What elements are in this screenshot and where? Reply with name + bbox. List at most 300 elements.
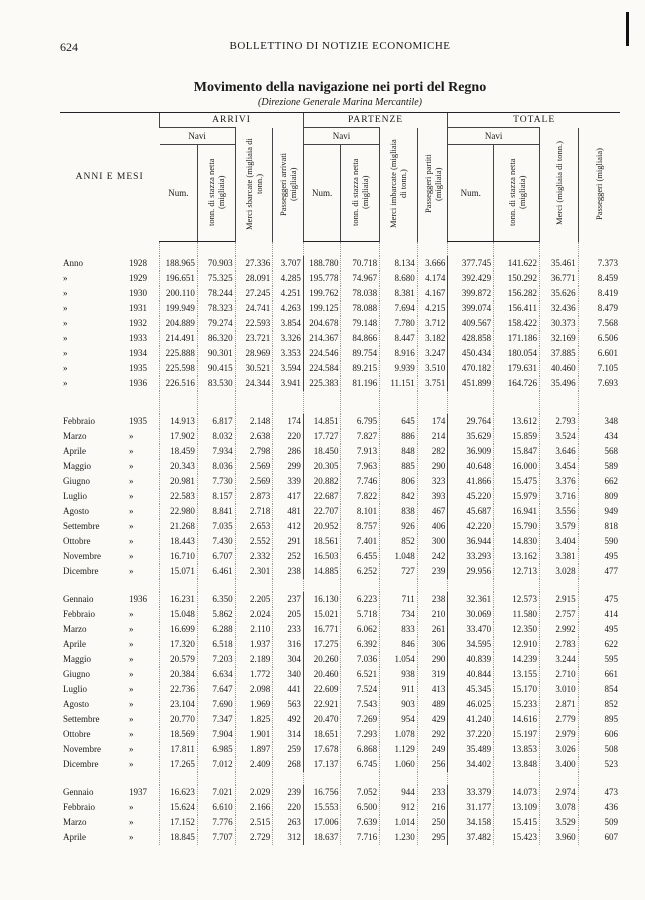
table-cell: 35.629 (448, 429, 494, 444)
table-cell: 20.384 (160, 667, 198, 682)
table-cell: 414 (578, 607, 620, 622)
table-cell: 2.873 (235, 489, 273, 504)
table-cell: 842 (380, 489, 418, 504)
table-cell: 13.612 (494, 414, 540, 429)
table-cell: 11.151 (380, 376, 418, 391)
table-cell: 30.373 (539, 316, 578, 331)
table-cell: 954 (380, 712, 418, 727)
row-month: Giugno (63, 476, 90, 486)
table-cell: 30.521 (235, 361, 273, 376)
row-year: 1936 (129, 378, 147, 388)
table-row (60, 607, 620, 622)
row-month: » (63, 333, 68, 343)
table-cell: 32.436 (539, 301, 578, 316)
table-cell: 3.028 (539, 564, 578, 579)
table-cell: 348 (578, 414, 620, 429)
row-label (60, 622, 160, 637)
table-cell: 28.091 (235, 271, 273, 286)
table-cell: 809 (578, 489, 620, 504)
table-cell: 18.561 (303, 534, 341, 549)
table-cell: 590 (578, 534, 620, 549)
table-cell: 20.882 (303, 474, 341, 489)
row-year: » (129, 669, 134, 679)
table-cell: 83.530 (197, 376, 235, 391)
table-cell: 6.868 (341, 742, 380, 757)
table-cell: 263 (273, 815, 304, 830)
table-cell: 306 (417, 637, 448, 652)
table-cell: 81.196 (341, 376, 380, 391)
table-cell: 2.757 (539, 607, 578, 622)
table-row (60, 474, 620, 489)
table-cell: 2.779 (539, 712, 578, 727)
row-year: » (129, 817, 134, 827)
table-cell: 3.454 (539, 459, 578, 474)
table-cell: 33.470 (448, 622, 494, 637)
table-row (60, 757, 620, 772)
table-row (60, 815, 620, 830)
table-row (60, 519, 620, 534)
table-cell: 6.252 (341, 564, 380, 579)
table-cell: 938 (380, 667, 418, 682)
table-cell: 22.707 (303, 504, 341, 519)
table-cell: 6.795 (341, 414, 380, 429)
col-num-partenze: Num. (303, 145, 341, 242)
table-cell: 7.430 (197, 534, 235, 549)
row-label (60, 376, 160, 391)
table-cell: 492 (273, 712, 304, 727)
table-cell: 949 (578, 504, 620, 519)
row-year: » (129, 684, 134, 694)
table-cell: 17.902 (160, 429, 198, 444)
row-year: 1929 (129, 273, 147, 283)
table-cell: 6.745 (341, 757, 380, 772)
table-cell: 7.780 (380, 316, 418, 331)
col-num-totale: Num. (448, 145, 494, 242)
section-spacer (60, 579, 620, 592)
col-merci-imbarcate: Merci imbarcate (migliaia di tonn.) (380, 128, 418, 242)
table-cell: 2.110 (235, 622, 273, 637)
row-label (60, 301, 160, 316)
table-cell: 6.707 (197, 549, 235, 564)
row-month: Marzo (63, 431, 87, 441)
table-cell: 595 (578, 652, 620, 667)
row-year: 1930 (129, 288, 147, 298)
table-cell: 339 (273, 474, 304, 489)
row-year: » (129, 729, 134, 739)
row-year: » (129, 654, 134, 664)
table-cell: 89.754 (341, 346, 380, 361)
table-cell: 6.601 (578, 346, 620, 361)
table-cell: 6.350 (197, 592, 235, 607)
row-year: 1937 (129, 787, 147, 797)
table-cell: 895 (578, 712, 620, 727)
table-cell: 7.694 (380, 301, 418, 316)
table-cell: 589 (578, 459, 620, 474)
table-cell: 399.872 (448, 286, 494, 301)
table-cell: 2.166 (235, 800, 273, 815)
table-cell: 3.381 (539, 549, 578, 564)
table-cell: 645 (380, 414, 418, 429)
table-cell: 18.443 (160, 534, 198, 549)
table-cell: 7.105 (578, 361, 620, 376)
row-year: 1931 (129, 303, 147, 313)
table-cell: 7.827 (341, 429, 380, 444)
table-row (60, 742, 620, 757)
table-row (60, 682, 620, 697)
table-cell: 13.162 (494, 549, 540, 564)
table-cell: 252 (273, 549, 304, 564)
table-cell: 282 (417, 444, 448, 459)
table-cell: 6.062 (341, 622, 380, 637)
table-cell: 489 (417, 697, 448, 712)
table-cell: 18.651 (303, 727, 341, 742)
table-cell: 7.822 (341, 489, 380, 504)
table-cell: 607 (578, 830, 620, 845)
table-cell: 196.651 (160, 271, 198, 286)
row-month: » (63, 288, 68, 298)
table-cell: 622 (578, 637, 620, 652)
table-cell: 6.288 (197, 622, 235, 637)
table-cell: 451.899 (448, 376, 494, 391)
row-label (60, 564, 160, 579)
table-cell: 45.345 (448, 682, 494, 697)
row-label (60, 652, 160, 667)
table-cell: 174 (417, 414, 448, 429)
row-label (60, 637, 160, 652)
table-cell: 29.764 (448, 414, 494, 429)
table-cell: 70.903 (197, 256, 235, 271)
table-cell: 495 (578, 622, 620, 637)
table-cell: 7.035 (197, 519, 235, 534)
table-cell: 14.851 (303, 414, 341, 429)
table-cell: 3.404 (539, 534, 578, 549)
table-cell: 470.182 (448, 361, 494, 376)
table-cell: 3.244 (539, 652, 578, 667)
row-month: Maggio (63, 461, 91, 471)
table-cell: 250 (417, 815, 448, 830)
table-row (60, 830, 620, 845)
table-cell: 45.687 (448, 504, 494, 519)
table-cell: 3.941 (273, 376, 304, 391)
row-month: » (63, 273, 68, 283)
table-cell: 150.292 (494, 271, 540, 286)
table-row (60, 376, 620, 391)
table-cell: 158.422 (494, 316, 540, 331)
table-cell: 2.301 (235, 564, 273, 579)
row-year: » (129, 566, 134, 576)
table-cell: 7.934 (197, 444, 235, 459)
table-cell: 15.021 (303, 607, 341, 622)
table-cell: 40.839 (448, 652, 494, 667)
row-year: 1935 (129, 363, 147, 373)
table-row (60, 564, 620, 579)
table-cell: 8.916 (380, 346, 418, 361)
table-cell: 18.450 (303, 444, 341, 459)
table-cell: 188.780 (303, 256, 341, 271)
table-cell: 8.841 (197, 504, 235, 519)
running-title: BOLLETTINO DI NOTIZIE ECONOMICHE (229, 40, 451, 52)
table-cell: 2.783 (539, 637, 578, 652)
table-cell: 86.320 (197, 331, 235, 346)
table-cell: 6.392 (341, 637, 380, 652)
table-cell: 2.974 (539, 785, 578, 800)
table-cell: 15.979 (494, 489, 540, 504)
row-month: Gennaio (63, 787, 94, 797)
row-label (60, 444, 160, 459)
table-cell: 15.859 (494, 429, 540, 444)
table-cell: 477 (578, 564, 620, 579)
table-cell: 164.726 (494, 376, 540, 391)
col-tonn-partenze: tonn. di stazza netta (migliaia) (341, 145, 380, 242)
row-month: » (63, 363, 68, 373)
table-cell: 249 (417, 742, 448, 757)
table-cell: 15.233 (494, 697, 540, 712)
row-month: Agosto (63, 506, 90, 516)
table-row (60, 534, 620, 549)
table-cell: 16.699 (160, 622, 198, 637)
table-cell: 393 (417, 489, 448, 504)
table-cell: 31.177 (448, 800, 494, 815)
table-cell: 224.584 (303, 361, 341, 376)
table-cell: 233 (273, 622, 304, 637)
table-cell: 41.240 (448, 712, 494, 727)
row-year: » (129, 832, 134, 842)
table-cell: 2.332 (235, 549, 273, 564)
row-month: Marzo (63, 624, 87, 634)
table-cell: 16.503 (303, 549, 341, 564)
row-label (60, 534, 160, 549)
table-row (60, 800, 620, 815)
table-cell: 3.556 (539, 504, 578, 519)
col-tonn-arrivi: tonn. di stazza netta (migliaia) (197, 145, 235, 242)
table-cell: 6.985 (197, 742, 235, 757)
table-cell: 225.598 (160, 361, 198, 376)
table-cell: 838 (380, 504, 418, 519)
row-label (60, 712, 160, 727)
table-cell: 220 (273, 800, 304, 815)
table-cell: 2.793 (539, 414, 578, 429)
section-spacer (60, 391, 620, 414)
table-cell: 314 (273, 727, 304, 742)
table-cell: 7.716 (341, 830, 380, 845)
table-cell: 2.148 (235, 414, 273, 429)
table-cell: 417 (273, 489, 304, 504)
table-cell: 24.344 (235, 376, 273, 391)
row-year: » (129, 506, 134, 516)
table-cell: 15.415 (494, 815, 540, 830)
table-cell: 2.653 (235, 519, 273, 534)
table-cell: 1.014 (380, 815, 418, 830)
table-cell: 18.569 (160, 727, 198, 742)
table-cell: 8.459 (578, 271, 620, 286)
table-row (60, 785, 620, 800)
table-cell: 2.979 (539, 727, 578, 742)
table-cell: 290 (417, 652, 448, 667)
row-label (60, 316, 160, 331)
table-cell: 7.293 (341, 727, 380, 742)
row-label (60, 800, 160, 815)
table-cell: 42.220 (448, 519, 494, 534)
row-label (60, 607, 160, 622)
table-cell: 2.718 (235, 504, 273, 519)
table-row (60, 489, 620, 504)
table-cell: 6.461 (197, 564, 235, 579)
row-year: » (129, 536, 134, 546)
table-cell: 436 (578, 800, 620, 815)
table-cell: 18.637 (303, 830, 341, 845)
table-cell: 36.909 (448, 444, 494, 459)
table-cell: 7.347 (197, 712, 235, 727)
table-cell: 35.496 (539, 376, 578, 391)
table-cell: 8.419 (578, 286, 620, 301)
table-cell: 188.965 (160, 256, 198, 271)
table-cell: 312 (273, 830, 304, 845)
row-year: » (129, 461, 134, 471)
table-cell: 8.134 (380, 256, 418, 271)
row-year: » (129, 476, 134, 486)
table-cell: 8.036 (197, 459, 235, 474)
table-cell: 2.992 (539, 622, 578, 637)
row-month: Febbraio (63, 802, 95, 812)
row-year: » (129, 714, 134, 724)
table-cell: 473 (578, 785, 620, 800)
row-month: Marzo (63, 817, 87, 827)
table-cell: 12.573 (494, 592, 540, 607)
table-cell: 3.712 (417, 316, 448, 331)
table-cell: 6.518 (197, 637, 235, 652)
table-cell: 3.376 (539, 474, 578, 489)
table-cell: 475 (578, 592, 620, 607)
row-label (60, 727, 160, 742)
table-cell: 7.776 (197, 815, 235, 830)
table-cell: 1.060 (380, 757, 418, 772)
table-cell: 2.710 (539, 667, 578, 682)
table-cell: 90.415 (197, 361, 235, 376)
row-year: » (129, 744, 134, 754)
table-cell: 2.798 (235, 444, 273, 459)
table-cell: 17.727 (303, 429, 341, 444)
table-cell: 852 (578, 697, 620, 712)
row-year: » (129, 431, 134, 441)
table-cell: 20.579 (160, 652, 198, 667)
navigation-table (60, 112, 620, 845)
table-cell: 3.353 (273, 346, 304, 361)
table-cell: 661 (578, 667, 620, 682)
table-cell: 304 (273, 652, 304, 667)
table-cell: 3.326 (273, 331, 304, 346)
table-cell: 32.361 (448, 592, 494, 607)
table-cell: 5.862 (197, 607, 235, 622)
table-cell: 180.054 (494, 346, 540, 361)
table-cell: 1.048 (380, 549, 418, 564)
table-cell: 199.125 (303, 301, 341, 316)
table-cell: 3.529 (539, 815, 578, 830)
table-cell: 20.460 (303, 667, 341, 682)
page-number: 624 (60, 40, 78, 54)
table-cell: 6.506 (578, 331, 620, 346)
table-cell: 15.624 (160, 800, 198, 815)
table-cell: 319 (417, 667, 448, 682)
table-cell: 3.716 (539, 489, 578, 504)
table-cell: 1.230 (380, 830, 418, 845)
row-month: Ottobre (63, 729, 91, 739)
table-cell: 35.626 (539, 286, 578, 301)
row-label (60, 742, 160, 757)
col-tonn-totale: tonn. di stazza netta (migliaia) (494, 145, 540, 242)
row-label (60, 667, 160, 682)
table-cell: 854 (578, 682, 620, 697)
table-cell: 199.949 (160, 301, 198, 316)
row-month: Luglio (63, 684, 87, 694)
table-cell: 7.707 (197, 830, 235, 845)
row-label (60, 459, 160, 474)
row-label (60, 489, 160, 504)
table-cell: 662 (578, 474, 620, 489)
table-cell: 1.969 (235, 697, 273, 712)
table-cell: 224.546 (303, 346, 341, 361)
table-cell: 316 (273, 637, 304, 652)
row-label (60, 286, 160, 301)
table-cell: 509 (578, 815, 620, 830)
table-cell: 7.269 (341, 712, 380, 727)
row-month: Febbraio (63, 416, 95, 426)
row-year: » (129, 802, 134, 812)
table-cell: 20.770 (160, 712, 198, 727)
table-row (60, 459, 620, 474)
table-cell: 242 (417, 549, 448, 564)
table-cell: 90.301 (197, 346, 235, 361)
table-subtitle: (Direzione Generale Marina Mercantile) (258, 97, 422, 108)
table-row (60, 727, 620, 742)
row-year: 1928 (129, 258, 147, 268)
row-month: Aprile (63, 832, 86, 842)
table-cell: 171.186 (494, 331, 540, 346)
table-cell: 22.736 (160, 682, 198, 697)
table-cell: 70.718 (341, 256, 380, 271)
table-cell: 32.169 (539, 331, 578, 346)
row-month: Novembre (63, 744, 101, 754)
table-cell: 199.762 (303, 286, 341, 301)
table-cell: 1.901 (235, 727, 273, 742)
table-cell: 34.595 (448, 637, 494, 652)
table-cell: 1.937 (235, 637, 273, 652)
table-cell: 2.638 (235, 429, 273, 444)
table-cell: 14.885 (303, 564, 341, 579)
table-cell: 3.182 (417, 331, 448, 346)
table-cell: 7.693 (578, 376, 620, 391)
row-month: Settembre (63, 521, 100, 531)
table-cell: 22.609 (303, 682, 341, 697)
table-cell: 13.155 (494, 667, 540, 682)
table-cell: 15.197 (494, 727, 540, 742)
table-cell: 34.158 (448, 815, 494, 830)
table-cell: 3.960 (539, 830, 578, 845)
table-cell: 18.459 (160, 444, 198, 459)
table-cell: 15.170 (494, 682, 540, 697)
table-cell: 17.275 (303, 637, 341, 652)
table-row (60, 622, 620, 637)
table-row (60, 712, 620, 727)
table-cell: 16.000 (494, 459, 540, 474)
table-cell: 399.074 (448, 301, 494, 316)
table-cell: 568 (578, 444, 620, 459)
row-year: » (129, 609, 134, 619)
table-cell: 22.921 (303, 697, 341, 712)
row-month: » (63, 378, 68, 388)
table-cell: 7.021 (197, 785, 235, 800)
table-cell: 2.024 (235, 607, 273, 622)
table-cell: 481 (273, 504, 304, 519)
